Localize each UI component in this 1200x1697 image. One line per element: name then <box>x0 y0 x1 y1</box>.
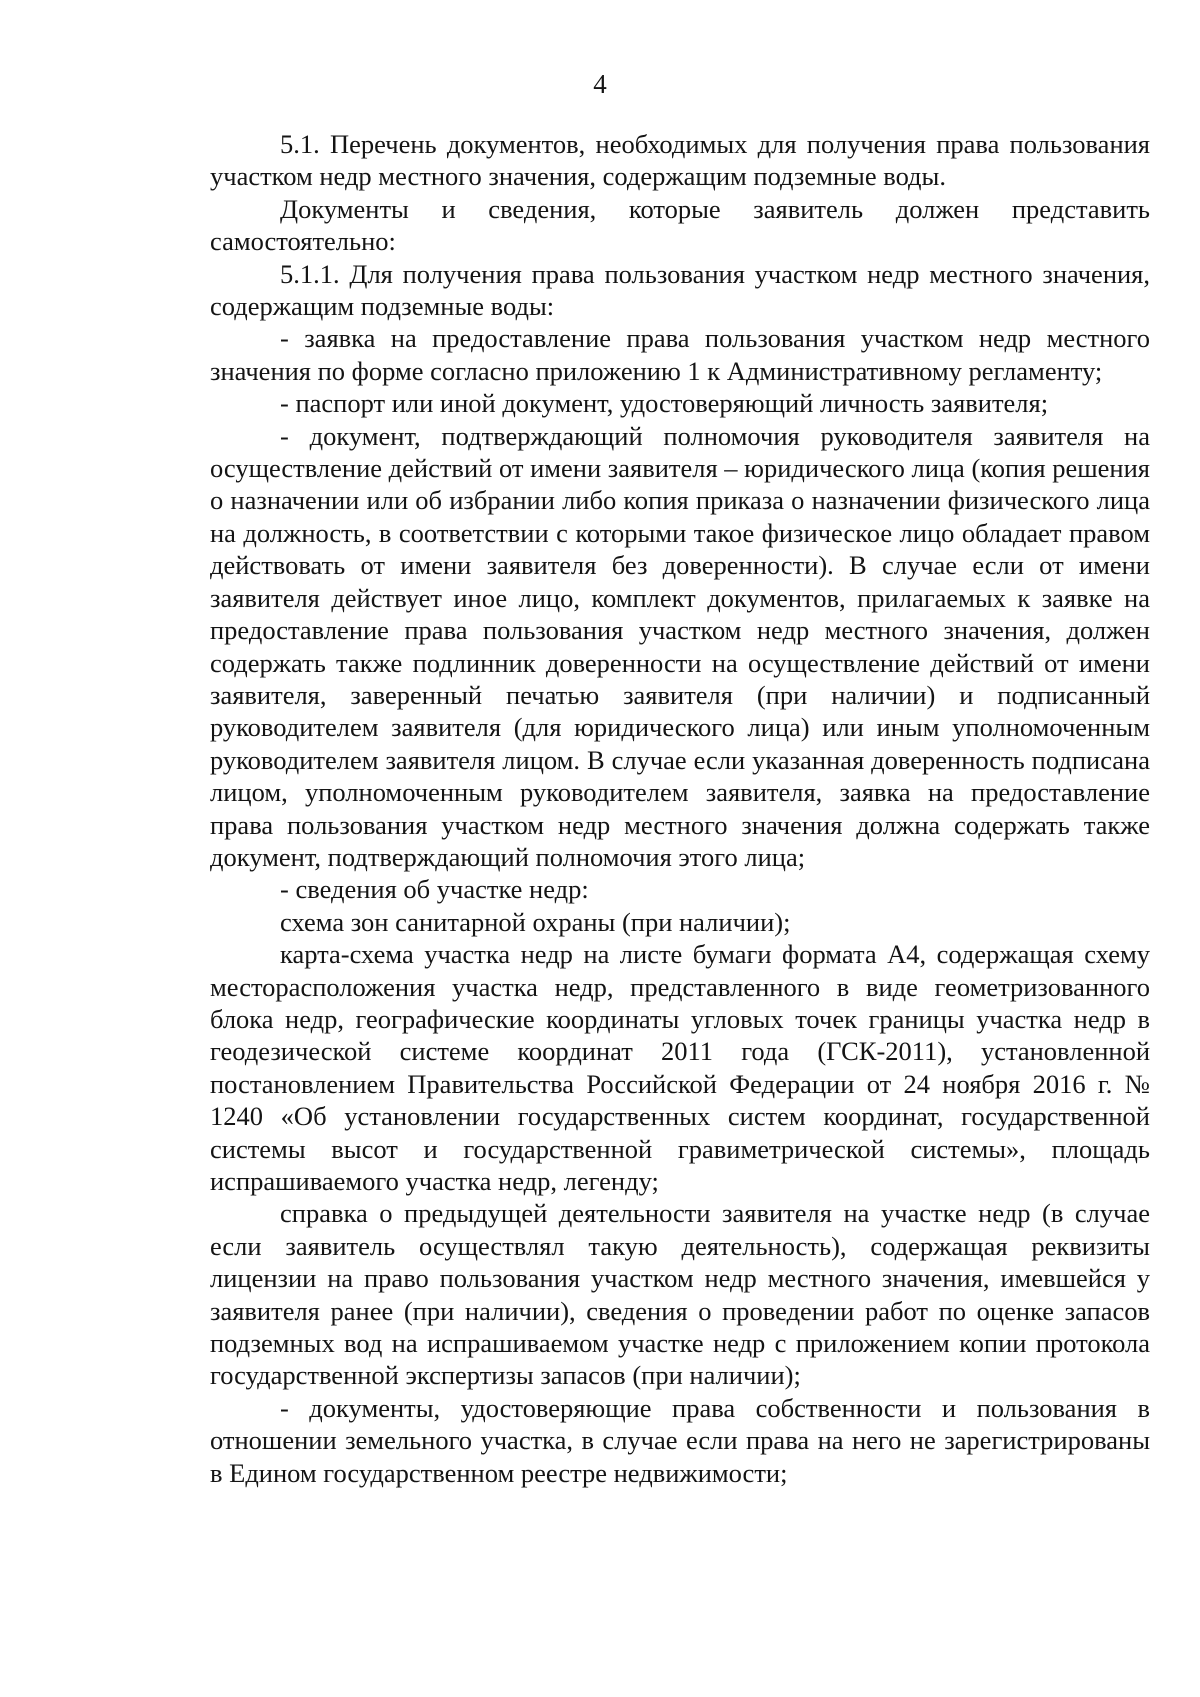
paragraph-5-1-1: 5.1.1. Для получения права пользования участком недр местного значения, содержащим подземные воды: <box>210 258 1150 322</box>
sub-item-sanitary-zones: схема зон санитарной охраны (при наличии); <box>280 906 791 937</box>
page-number: 4 <box>593 69 607 99</box>
list-item-authority-document: - документ, подтверждающий полномочия руководителя заявителя на осуществление действий от имени заявителя – юридического лица (копия решения о назначении или об избрании либо копия приказа о назначении физического лица на должность, в соответствии с которыми такое физическое лицо обладает правом действовать от имени заявителя без доверенности). В случае если от имени заявителя действует иное лицо, комплект документов, прилагаемых к заявке на предоставление права пользования участком недр местного значения, должен содержать также подлинник доверенности на осуществление действий от имени заявителя, заверенный печатью заявителя (при наличии) и подписанный руководителем заявителя (для юридического лица) или иным уполномоченным руководителем заявителя лицом. В случае если указанная доверенность подписана лицом, уполномоченным руководителем заявителя, заявка на предоставление права пользования участком недр местного значения должна содержать также документ, подтверждающий полномочия этого лица; <box>210 420 1150 872</box>
sub-item-map-scheme: карта-схема участка недр на листе бумаги формата А4, содержащая схему месторасположения участка недр, представленного в виде геометризованного блока недр, географические координаты угловых точек границы участка недр в геодезической системе координат 2011 года (ГСК-2011), установленной постановлением Правительства Российской Федерации от 24 ноября 2016 г. № 1240 «Об установлении государственных систем координат, государственной системы высот и государственной гравиметрической системы», площадь испрашиваемого участка недр, легенду; <box>210 939 1150 1196</box>
paragraph-documents-intro: Документы и сведения, которые заявитель должен представить самостоятельно: <box>210 193 1150 257</box>
list-item-subsoil-info: - сведения об участке недр: <box>280 874 589 905</box>
list-item-land-rights: - документы, удостоверяющие права собственности и пользования в отношении земельного участка, в случае если права на него не зарегистрированы в Едином государственном реестре недвижимости; <box>210 1392 1150 1488</box>
paragraph-5-1: 5.1. Перечень документов, необходимых для получения права пользования участком недр местного значения, содержащим подземные воды. <box>210 129 1150 192</box>
sub-item-previous-activity: справка о предыдущей деятельности заявителя на участке недр (в случае если заявитель осуществлял такую деятельность), содержащая реквизиты лицензии на право пользования участком недр местного значения, имевшейся у заявителя ранее (при наличии), сведения о проведении работ по оценке запасов подземных вод на испрашиваемом участке недр с приложением копии протокола государственной экспертизы запасов (при наличии); <box>210 1198 1150 1391</box>
list-item-passport: - паспорт или иной документ, удостоверяющий личность заявителя; <box>280 388 1049 419</box>
list-item-application: - заявка на предоставление права пользования участком недр местного значения по форме согласно приложению 1 к Административному регламенту; <box>210 323 1150 386</box>
document-body <box>210 128 1150 1489</box>
